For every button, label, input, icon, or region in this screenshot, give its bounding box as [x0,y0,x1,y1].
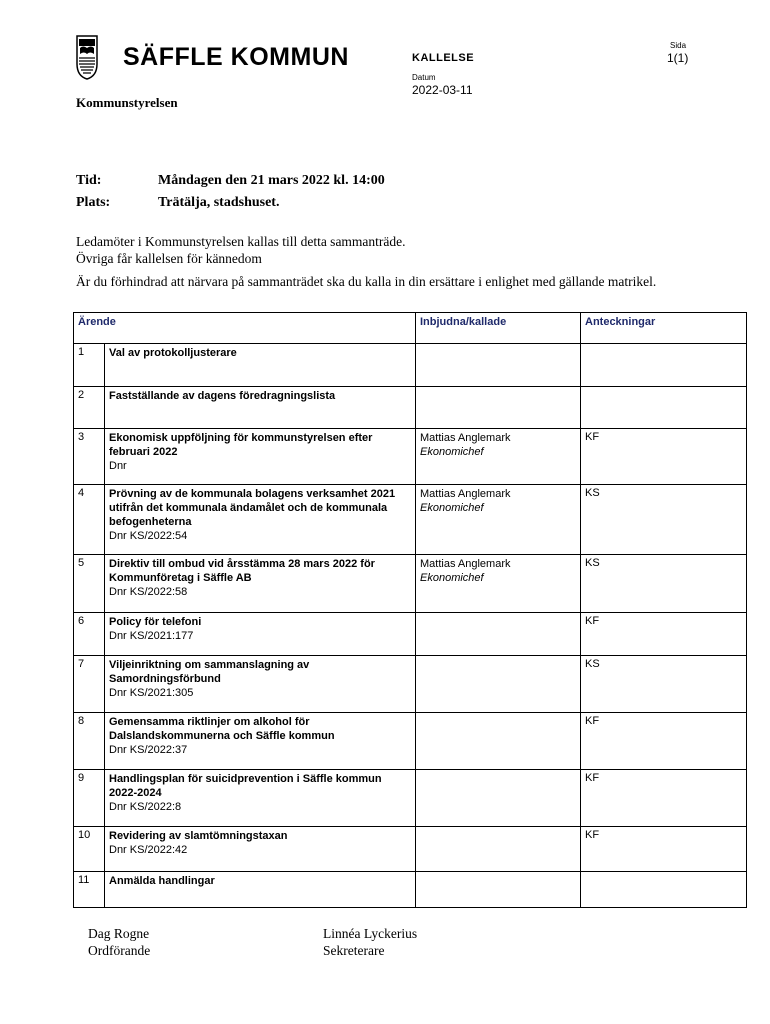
agenda-item-title: Fastställande av dagens föredragningslista [109,390,336,402]
agenda-note [581,872,747,908]
agenda-item-title: Val av protokolljusterare [109,347,237,359]
agenda-invited-cell [416,770,581,827]
agenda-invited-cell [416,827,581,872]
agenda-item-number: 9 [74,770,105,827]
agenda-row [74,555,747,613]
agenda-item-number: 10 [74,827,105,872]
date-label: Datum [412,73,436,82]
agenda-item-dnr: Dnr KS/2021:177 [109,630,194,642]
municipality-crest-icon [76,34,98,80]
agenda-item-cell [105,344,416,387]
invited-name: Mattias Anglemark [420,488,511,500]
time-value: Måndagen den 21 mars 2022 kl. 14:00 [158,173,385,188]
agenda-row [74,485,747,555]
agenda-note: KS [581,656,747,713]
agenda-note: KF [581,613,747,656]
agenda-item-number: 6 [74,613,105,656]
agenda-note: KF [581,770,747,827]
agenda-item-cell [105,485,416,555]
agenda-item-title: Anmälda handlingar [109,875,215,887]
agenda-row [74,770,747,827]
agenda-item-dnr: Dnr KS/2022:58 [109,586,188,598]
chair-role: Ordförande [88,943,151,958]
agenda-note: KF [581,713,747,770]
agenda-item-dnr: Dnr KS/2022:54 [109,530,188,542]
intro-line-2: Övriga får kallelsen för kännedom [76,251,262,266]
agenda-row [74,872,747,908]
time-label: Tid: [76,173,102,188]
agenda-item-cell [105,656,416,713]
header-notes: Anteckningar [581,313,747,344]
chair-name: Dag Rogne [88,926,150,941]
intro-line-3: Är du förhindrad att närvara på sammanträdet ska du kalla in din ersättare i enlighet med gällande matrikel. [76,274,657,289]
agenda-row [74,656,747,713]
agenda-invited-cell [416,713,581,770]
agenda-item-number: 8 [74,713,105,770]
agenda-item-title: Direktiv till ombud vid årsstämma 28 mars 2022 för Kommunföretag i Säffle AB [109,558,375,584]
agenda-item-title: Viljeinriktning om sammanslagning av Samordningsförbund [109,659,310,685]
agenda-item-number: 4 [74,485,105,555]
agenda-item-number: 11 [74,872,105,908]
municipality-logo-text: SÄFFLE KOMMUN [123,43,349,71]
agenda-item-dnr: Dnr KS/2022:8 [109,801,182,813]
agenda-note: KS [581,555,747,613]
invited-name: Mattias Anglemark [420,432,511,444]
agenda-row [74,387,747,429]
agenda-note: KF [581,429,747,485]
agenda-item-title: Ekonomisk uppföljning för kommunstyrelsen efter februari 2022 [109,432,373,458]
document-type: KALLELSE [412,52,475,64]
invited-role: Ekonomichef [420,446,484,458]
agenda-header-row [74,313,747,344]
agenda-table [73,312,747,908]
page-label: Sida [670,41,687,50]
agenda-row [74,827,747,872]
agenda-item-cell [105,872,416,908]
agenda-row [74,429,747,485]
agenda-item-cell [105,555,416,613]
agenda-item-cell [105,827,416,872]
secretary-role: Sekreterare [323,943,385,958]
agenda-item-number: 5 [74,555,105,613]
place-value: Trätälja, stadshuset. [158,195,280,210]
agenda-item-cell [105,429,416,485]
agenda-note [581,344,747,387]
agenda-item-number: 7 [74,656,105,713]
agenda-row [74,613,747,656]
agenda-item-cell [105,770,416,827]
intro-line-1: Ledamöter i Kommunstyrelsen kallas till detta sammanträde. [76,234,406,249]
agenda-row [74,344,747,387]
agenda-item-title: Gemensamma riktlinjer om alkohol för Dalslandskommunerna och Säffle kommun [109,716,335,742]
date-value: 2022-03-11 [412,83,473,97]
agenda-invited-cell [416,613,581,656]
agenda-item-number: 1 [74,344,105,387]
secretary-name: Linnéa Lyckerius [323,926,418,941]
agenda-item-title: Prövning av de kommunala bolagens verksamhet 2021 utifrån det kommunala ändamålet och de kommunala befogenheterna [109,488,396,528]
agenda-item-cell [105,713,416,770]
agenda-invited-cell [416,872,581,908]
agenda-item-dnr: Dnr [109,460,127,472]
invited-role: Ekonomichef [420,572,484,584]
agenda-invited-cell [416,387,581,429]
page-number: 1(1) [667,51,689,65]
agenda-invited-cell [416,344,581,387]
agenda-item-dnr: Dnr KS/2021:305 [109,687,194,699]
invited-role: Ekonomichef [420,502,484,514]
agenda-item-cell [105,613,416,656]
agenda-item-number: 2 [74,387,105,429]
agenda-item-title: Handlingsplan för suicidprevention i Säffle kommun 2022-2024 [109,773,382,799]
agenda-invited-cell [416,555,581,613]
agenda-invited-cell [416,429,581,485]
agenda-item-title: Revidering av slamtömningstaxan [109,830,288,842]
header-arende: Ärende [74,313,416,344]
header-invited: Inbjudna/kallade [416,313,581,344]
agenda-item-number: 3 [74,429,105,485]
agenda-note [581,387,747,429]
place-label: Plats: [76,195,111,210]
agenda-item-dnr: Dnr KS/2022:42 [109,844,188,856]
agenda-invited-cell [416,656,581,713]
agenda-row [74,713,747,770]
agenda-note: KS [581,485,747,555]
invited-name: Mattias Anglemark [420,558,511,570]
agenda-item-dnr: Dnr KS/2022:37 [109,744,188,756]
agenda-item-cell [105,387,416,429]
organization-name: Kommunstyrelsen [76,95,178,110]
agenda-note: KF [581,827,747,872]
agenda-invited-cell [416,485,581,555]
agenda-item-title: Policy för telefoni [109,616,202,628]
